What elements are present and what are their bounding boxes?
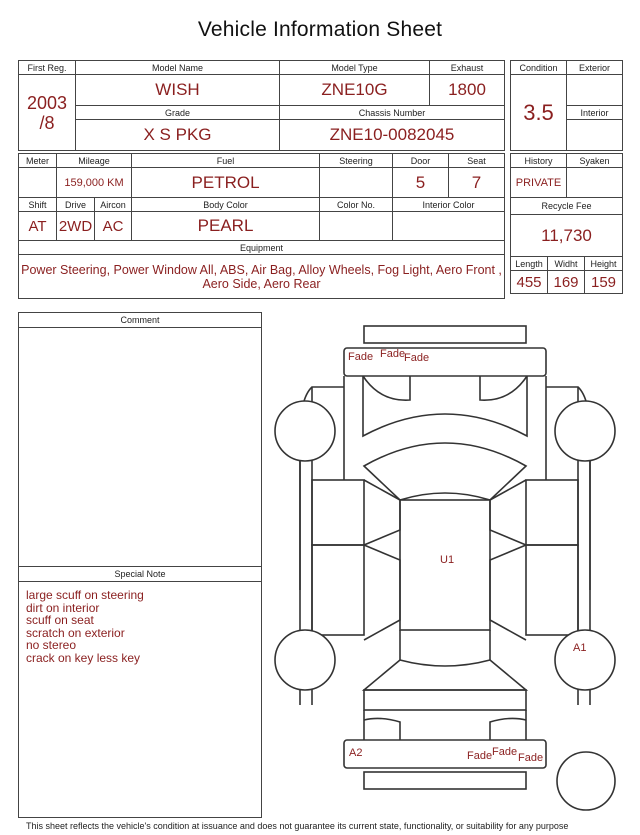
hood	[363, 376, 527, 436]
exhaust-label: Exhaust	[430, 61, 505, 75]
meter-value	[19, 168, 57, 198]
mark-right-rear-wheel: A1	[573, 642, 587, 654]
page-title: Vehicle Information Sheet	[197, 18, 443, 41]
body-outline	[300, 376, 591, 705]
grade-label: Grade	[76, 106, 280, 120]
front-left-wheel	[275, 401, 335, 461]
rear-left-wheel	[275, 630, 335, 690]
mark-rear-right: Fade	[518, 752, 544, 764]
side-panels-right	[490, 480, 578, 640]
door-label: Door	[393, 154, 449, 168]
condition-label: Condition	[511, 61, 567, 75]
syaken-label: Syaken	[567, 154, 623, 168]
special-note-line: crack on key less key	[26, 650, 141, 665]
special-note-list	[26, 589, 144, 665]
model-type-value: ZNE10G	[280, 75, 430, 106]
side-panels-left	[312, 480, 400, 640]
exterior-value	[567, 75, 623, 106]
rear-section	[344, 690, 546, 789]
color-no-value	[320, 212, 393, 241]
fuel-value: PETROL	[132, 168, 320, 198]
mark-rear-mid-left: Fade	[467, 750, 493, 762]
special-note-line: no stereo	[26, 638, 77, 653]
comment-label: Comment	[19, 313, 261, 328]
windshield-and-roof	[364, 443, 526, 690]
shift-value: AT	[19, 212, 57, 241]
condition-score: 3.5	[511, 75, 567, 151]
height-value: 159	[585, 271, 623, 294]
chassis-label: Chassis Number	[280, 106, 505, 120]
special-note-line: dirt on interior	[26, 600, 100, 615]
interior-label: Interior	[567, 106, 623, 120]
damage-marks	[348, 348, 586, 764]
disclaimer-footer: This sheet reflects the vehicle's condition at issuance and does not guarantee its current state, functionality, or suitability for any purpose	[26, 821, 569, 831]
history-label: History	[511, 154, 567, 168]
first-reg-year: 2003	[26, 92, 68, 113]
comment-box	[18, 312, 262, 567]
steering-label: Steering	[320, 154, 393, 168]
aircon-value: AC	[95, 212, 132, 241]
mark-front-right: Fade	[404, 352, 430, 364]
special-note-line: large scuff on steering	[26, 588, 144, 602]
history-value: PRIVATE	[511, 168, 567, 198]
special-note-label: Special Note	[19, 567, 261, 582]
special-note-line: scuff on seat	[26, 613, 94, 628]
shift-label: Shift	[19, 198, 57, 212]
spare-wheel	[557, 752, 615, 810]
specs-table	[18, 153, 505, 299]
special-note-box	[18, 566, 262, 818]
meter-label: Meter	[19, 154, 57, 168]
color-no-label: Color No.	[320, 198, 393, 212]
mark-front-left: Fade	[348, 351, 374, 363]
steering-value	[320, 168, 393, 198]
vehicle-header-table	[18, 60, 505, 151]
vehicle-damage-diagram	[266, 318, 626, 820]
equipment-label: Equipment	[19, 241, 505, 255]
exhaust-value: 1800	[430, 75, 505, 106]
equipment-value: Power Steering, Power Window All, ABS, Air Bag, Alloy Wheels, Fog Light, Aero Front , Aero Side, Aero Rear	[19, 255, 505, 299]
interior-color-value	[393, 212, 505, 241]
chassis-value: ZNE10-0082045	[280, 120, 505, 151]
seat-value: 7	[449, 168, 505, 198]
door-value: 5	[393, 168, 449, 198]
mark-rear-mid: Fade	[492, 746, 518, 758]
front-right-wheel	[555, 401, 615, 461]
mileage-value: 159,000 KM	[57, 168, 132, 198]
height-label: Height	[585, 257, 623, 271]
front-bumper	[344, 326, 546, 376]
mileage-label: Mileage	[57, 154, 132, 168]
model-name-label: Model Name	[76, 61, 280, 75]
mark-front-mid: Fade	[380, 348, 406, 360]
mark-rear-left: A2	[349, 747, 363, 759]
length-value: 455	[511, 271, 548, 294]
interior-color-label: Interior Color	[393, 198, 505, 212]
special-note-line: scratch on exterior	[26, 625, 125, 640]
first-reg-month: /8	[39, 112, 55, 133]
body-color-value: PEARL	[132, 212, 320, 241]
first-reg-label: First Reg.	[19, 61, 76, 75]
drive-value: 2WD	[57, 212, 95, 241]
aircon-label: Aircon	[95, 198, 132, 212]
recycle-fee-value: 11,730	[511, 215, 623, 257]
drive-label: Drive	[57, 198, 95, 212]
seat-label: Seat	[449, 154, 505, 168]
rear-right-wheel	[555, 630, 615, 690]
model-name-value: WISH	[76, 75, 280, 106]
model-type-label: Model Type	[280, 61, 430, 75]
history-table	[510, 153, 623, 294]
width-value: 169	[548, 271, 585, 294]
recycle-fee-label: Recycle Fee	[511, 198, 623, 215]
width-label: Widht	[548, 257, 585, 271]
body-color-label: Body Color	[132, 198, 320, 212]
exterior-label: Exterior	[567, 61, 623, 75]
syaken-value	[567, 168, 623, 198]
mark-roof: U1	[440, 554, 455, 566]
grade-value: X S PKG	[76, 120, 280, 151]
fuel-label: Fuel	[132, 154, 320, 168]
wheels	[275, 401, 615, 810]
length-label: Length	[511, 257, 548, 271]
first-reg-value	[19, 75, 76, 151]
condition-table	[510, 60, 623, 151]
interior-value	[567, 120, 623, 151]
